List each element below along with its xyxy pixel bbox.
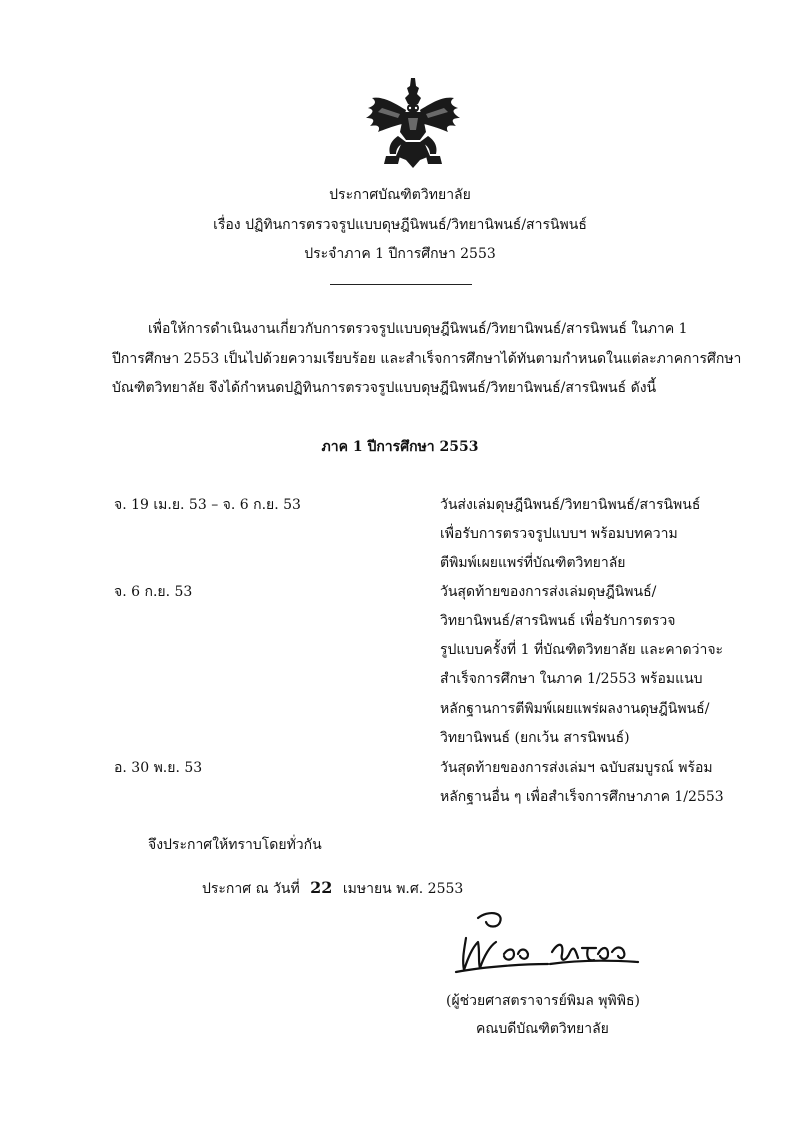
date-rest: เมษายน พ.ศ. 2553 [342, 881, 464, 897]
schedule-date-2: จ. 6 ก.ย. 53 [114, 584, 193, 600]
closing-statement: จึงประกาศให้ทราบโดยทั่วกัน [148, 837, 322, 853]
announcement-title: ประกาศบัณฑิตวิทยาลัย [329, 187, 471, 203]
schedule-desc-3-line-2: หลักฐานอื่น ๆ เพื่อสำเร็จการศึกษาภาค 1/2553 [440, 789, 724, 805]
date-day: 22 [310, 878, 333, 897]
signatory-name: (ผู้ช่วยศาสตราจารย์พิมล พุพิพิธ) [446, 993, 640, 1009]
date-prefix: ประกาศ ณ วันที่ [202, 881, 300, 897]
schedule-desc-1-line-3: ตีพิมพ์เผยแพร่ที่บัณฑิตวิทยาลัย [440, 555, 626, 571]
schedule-desc-1-line-2: เพื่อรับการตรวจรูปแบบฯ พร้อมบทความ [440, 526, 678, 542]
schedule-date-3: อ. 30 พ.ย. 53 [114, 760, 203, 776]
schedule-desc-2-line-3: รูปแบบครั้งที่ 1 ที่บัณฑิตวิทยาลัย และคาดว่าจะ [440, 642, 724, 658]
announcement-date [202, 878, 463, 900]
schedule-desc-1-line-1: วันส่งเล่มดุษฎีนิพนธ์/วิทยานิพนธ์/สารนิพนธ์ [440, 497, 701, 513]
signatory-position: คณบดีบัณฑิตวิทยาลัย [476, 1021, 609, 1037]
header-divider [330, 284, 472, 285]
handwritten-signature-icon [448, 908, 648, 978]
schedule-desc-2-line-1: วันสุดท้ายของการส่งเล่มดุษฎีนิพนธ์/ [440, 584, 657, 600]
schedule-desc-3-line-1: วันสุดท้ายของการส่งเล่มฯ ฉบับสมบูรณ์ พร้อม [440, 760, 713, 776]
schedule-desc-2-line-4: สำเร็จการศึกษา ในภาค 1/2553 พร้อมแนบ [440, 671, 703, 687]
announcement-term: ประจำภาค 1 ปีการศึกษา 2553 [304, 246, 496, 262]
schedule-desc-2-line-2: วิทยานิพนธ์/สารนิพนธ์ เพื่อรับการตรวจ [440, 613, 676, 629]
section-heading: ภาค 1 ปีการศึกษา 2553 [321, 439, 479, 455]
schedule-desc-2-line-5: หลักฐานการตีพิมพ์เผยแพร่ผลงานดุษฎีนิพนธ์/ [440, 701, 710, 717]
schedule-date-1: จ. 19 เม.ย. 53 – จ. 6 ก.ย. 53 [114, 497, 301, 513]
intro-line-2: ปีการศึกษา 2553 เป็นไปด้วยความเรียบร้อย และสำเร็จการศึกษาได้ทันตามกำหนดในแต่ละภาคการศึกษา [112, 351, 742, 367]
garuda-emblem-icon [358, 74, 468, 174]
intro-line-3: บัณฑิตวิทยาลัย จึงได้กำหนดปฏิทินการตรวจรูปแบบดุษฎีนิพนธ์/วิทยานิพนธ์/สารนิพนธ์ ดังนี้ [112, 380, 657, 396]
schedule-desc-2-line-6: วิทยานิพนธ์ (ยกเว้น สารนิพนธ์) [440, 730, 630, 746]
intro-line-1: เพื่อให้การดำเนินงานเกี่ยวกับการตรวจรูปแบบดุษฎีนิพนธ์/วิทยานิพนธ์/สารนิพนธ์ ในภาค 1 [148, 321, 688, 337]
announcement-subject: เรื่อง ปฏิทินการตรวจรูปแบบดุษฎีนิพนธ์/วิทยานิพนธ์/สารนิพนธ์ [213, 217, 587, 233]
